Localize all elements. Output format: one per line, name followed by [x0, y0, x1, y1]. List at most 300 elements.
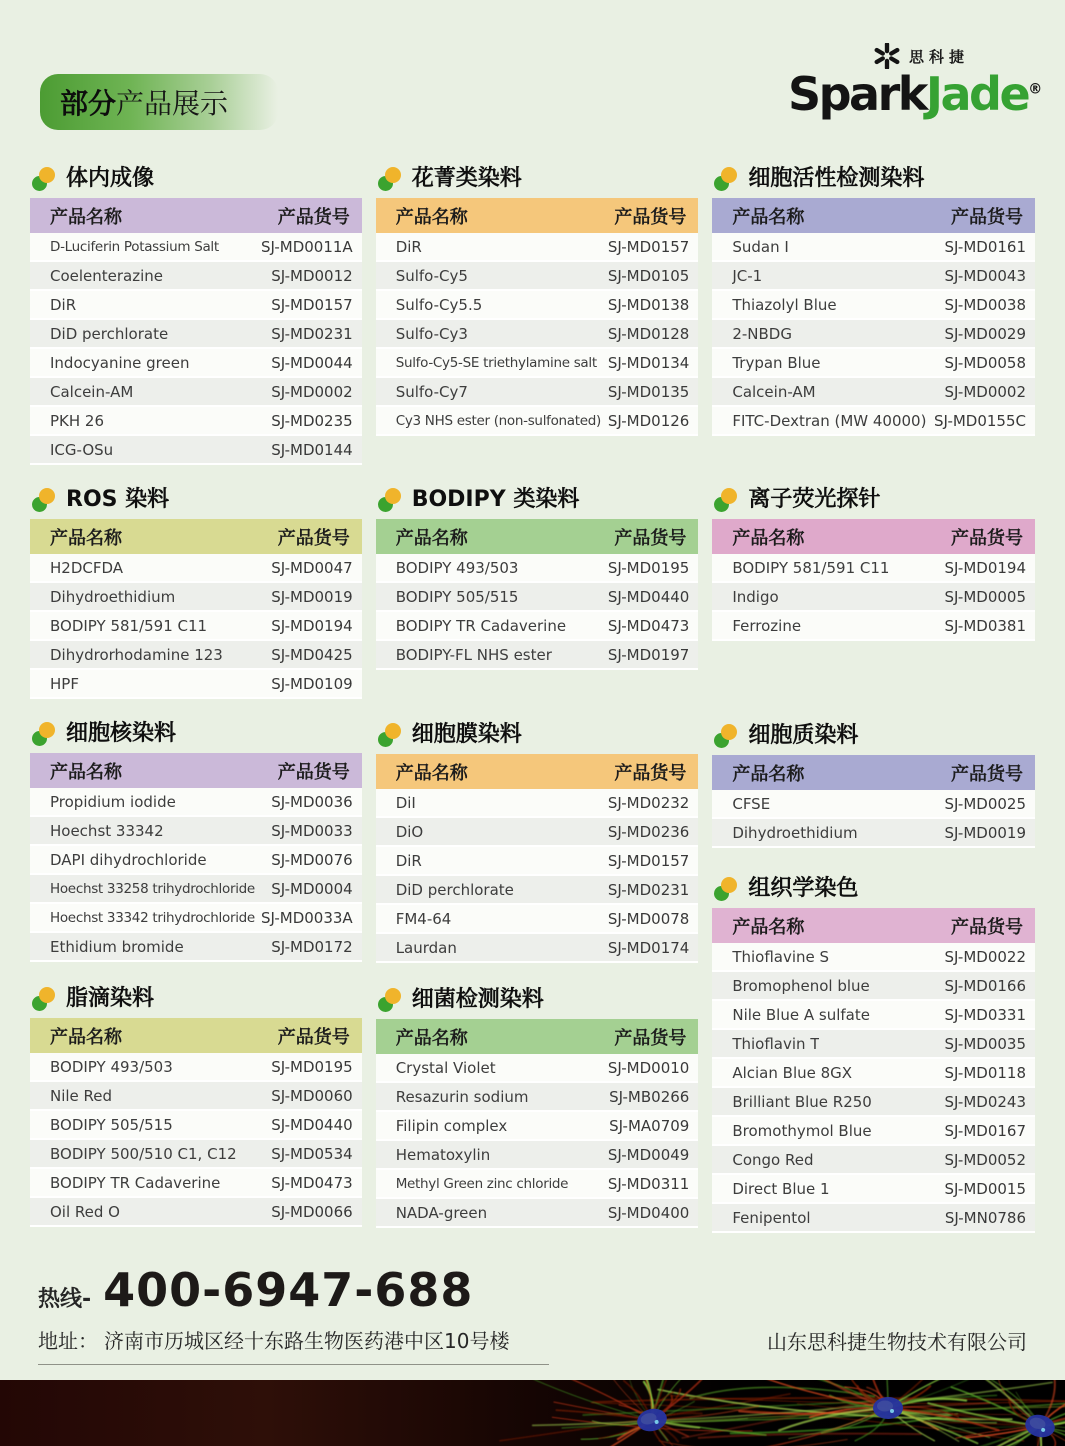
table-row [712, 233, 1035, 262]
section-cytoplasm-dyes [712, 723, 1035, 848]
product-name: DiO [395, 822, 424, 841]
product-name: Resazurin sodium [395, 1087, 529, 1106]
product-code: SJ-MD0036 [271, 792, 353, 811]
product-code: SJ-MD0161 [944, 237, 1026, 256]
page-title-highlight: 部分 [60, 87, 117, 120]
section-histology-stains [712, 876, 1035, 1233]
product-name: Ethidium bromide [50, 937, 184, 956]
table-row [30, 1053, 362, 1082]
product-name: BODIPY 493/503 [395, 558, 519, 577]
product-name: JC-1 [732, 266, 763, 285]
product-name: Dihydroethidium [732, 823, 858, 842]
product-code: SJ-MD0534 [271, 1144, 353, 1163]
table-body [376, 554, 699, 670]
table-header [712, 519, 1035, 554]
column-header-code: 产品货号 [277, 761, 350, 783]
product-code: SJ-MD0004 [271, 879, 353, 898]
product-name: Thiazolyl Blue [732, 295, 837, 314]
table-row [376, 789, 699, 818]
table-row [30, 904, 362, 933]
column-2 [376, 166, 699, 1228]
product-code: SJ-MD0235 [271, 411, 353, 430]
table-row [376, 818, 699, 847]
column-header-name: 产品名称 [732, 527, 805, 549]
product-name: Sudan I [732, 237, 789, 256]
product-code: SJ-MD0236 [607, 822, 690, 841]
product-name: BODIPY 500/510 C1, C12 [50, 1144, 237, 1163]
section-in-vivo-imaging [30, 166, 362, 465]
table-row [30, 1140, 362, 1169]
table-row [376, 554, 699, 583]
table-row [712, 1146, 1035, 1175]
registered-mark: ® [1028, 81, 1043, 98]
two-dot-bullet-icon [714, 877, 738, 901]
table-row [30, 788, 362, 817]
product-name: Calcein-AM [50, 382, 134, 401]
section-title-label: 细胞质染料 [748, 723, 859, 748]
column-header-name: 产品名称 [732, 763, 805, 785]
product-code: SJ-MD0033A [260, 908, 353, 927]
section-cell-viability-dyes [712, 166, 1035, 436]
product-name: Ferrozine [732, 616, 802, 635]
product-code: SJ-MD0194 [944, 558, 1026, 577]
product-code: SJ-MD0025 [944, 794, 1026, 813]
product-name: BODIPY 581/591 C11 [50, 616, 208, 635]
column-3 [712, 166, 1035, 1233]
product-code: SJ-MD0157 [607, 237, 690, 256]
table-row [712, 1088, 1035, 1117]
product-name: Calcein-AM [732, 382, 816, 401]
column-header-code: 产品货号 [614, 206, 687, 228]
product-name: Filipin complex [395, 1116, 508, 1135]
table-row [712, 1059, 1035, 1088]
product-name: Alcian Blue 8GX [732, 1063, 853, 1082]
table-row [376, 1083, 699, 1112]
product-code: SJ-MD0172 [271, 937, 353, 956]
table-row [30, 349, 362, 378]
table-row [712, 291, 1035, 320]
table-row [712, 1117, 1035, 1146]
section-title [714, 166, 1035, 192]
table-header [712, 755, 1035, 790]
product-code: SJ-MD0005 [944, 587, 1026, 606]
table-header [376, 198, 699, 233]
product-code: SJ-MA0709 [609, 1116, 690, 1135]
product-code: SJ-MN0786 [944, 1208, 1026, 1227]
two-dot-bullet-icon [32, 488, 56, 512]
table-row [376, 349, 699, 378]
section-membrane-dyes [376, 722, 699, 963]
two-dot-bullet-icon [32, 987, 56, 1011]
table-row [376, 378, 699, 407]
product-code: SJ-MD0157 [271, 295, 353, 314]
product-code: SJ-MD0022 [944, 947, 1026, 966]
section-title [714, 876, 1035, 902]
product-code: SJ-MD0047 [271, 558, 353, 577]
column-header-name: 产品名称 [50, 527, 122, 549]
table-row [376, 233, 699, 262]
product-name: 2-NBDG [732, 324, 792, 343]
table-row [30, 933, 362, 962]
table-row [376, 1170, 699, 1199]
table-header [712, 908, 1035, 943]
page-title-rest: 产品展示 [116, 87, 229, 120]
table-row [712, 1001, 1035, 1030]
section-title [32, 166, 362, 192]
product-code: SJ-MD0011A [260, 237, 353, 256]
product-name: Cy3 NHS ester (non-sulfonated) [395, 412, 602, 429]
column-header-code: 产品货号 [951, 763, 1023, 785]
brand-word-jade: Jade [925, 67, 1029, 121]
two-dot-bullet-icon [378, 988, 402, 1012]
product-name: Brilliant Blue R250 [732, 1092, 872, 1111]
brand-wordmark [788, 67, 1043, 121]
two-dot-bullet-icon [32, 722, 56, 746]
column-header-name: 产品名称 [50, 761, 122, 783]
product-name: Sulfo-Cy5.5 [395, 295, 483, 314]
table-row [376, 876, 699, 905]
product-name: BODIPY-FL NHS ester [395, 645, 552, 664]
product-code: SJ-MD0066 [271, 1202, 353, 1221]
product-name: Indigo [732, 587, 779, 606]
product-code: SJ-MD0195 [607, 558, 690, 577]
column-header-code: 产品货号 [614, 527, 687, 549]
product-name: Hoechst 33342 trihydrochloride [50, 909, 255, 926]
product-code: SJ-MD0400 [607, 1203, 690, 1222]
column-header-code: 产品货号 [951, 527, 1023, 549]
table-row [376, 905, 699, 934]
table-row [30, 1169, 362, 1198]
product-code: SJ-MD0002 [271, 382, 353, 401]
section-title-label: 组织学染色 [748, 876, 859, 901]
product-code: SJ-MD0195 [271, 1057, 353, 1076]
two-dot-bullet-icon [714, 488, 738, 512]
product-name: NADA-green [395, 1203, 488, 1222]
table-row [376, 407, 699, 436]
table-header [376, 754, 699, 789]
product-code: SJ-MD0232 [607, 793, 690, 812]
product-code: SJ-MD0473 [607, 616, 690, 635]
product-name: Sulfo-Cy5-SE triethylamine salt [395, 354, 597, 371]
product-name: ICG-OSu [50, 440, 114, 459]
section-title [378, 722, 699, 748]
table-header [376, 1019, 699, 1054]
two-dot-bullet-icon [378, 723, 402, 747]
page-footer [38, 1263, 1027, 1365]
product-code: SJ-MD0043 [944, 266, 1026, 285]
table-row [30, 817, 362, 846]
product-code: SJ-MD0167 [944, 1121, 1026, 1140]
column-header-name: 产品名称 [395, 206, 468, 228]
section-bacteria-detection-dyes [376, 987, 699, 1228]
two-dot-bullet-icon [378, 167, 402, 191]
table-body [712, 943, 1035, 1233]
table-body [712, 554, 1035, 641]
section-title [378, 166, 699, 192]
product-code: SJ-MD0076 [271, 850, 353, 869]
product-code: SJ-MD0118 [944, 1063, 1026, 1082]
product-name: Thioflavine S [732, 947, 830, 966]
table-body [376, 1054, 699, 1228]
product-name: FM4-64 [395, 909, 452, 928]
product-name: Dihydrorhodamine 123 [50, 645, 223, 664]
product-name: CFSE [732, 794, 771, 813]
table-row [376, 1141, 699, 1170]
column-header-name: 产品名称 [395, 762, 468, 784]
hotline-label: 热线- [38, 1287, 92, 1312]
product-name: Indocyanine green [50, 353, 190, 372]
table-row [376, 1054, 699, 1083]
table-row [376, 1112, 699, 1141]
two-dot-bullet-icon [714, 167, 738, 191]
product-name: DiR [395, 237, 422, 256]
product-name: BODIPY 505/515 [50, 1115, 173, 1134]
address [38, 1325, 549, 1365]
table-row [712, 790, 1035, 819]
product-code: SJ-MD0473 [271, 1173, 353, 1192]
product-name: PKH 26 [50, 411, 105, 430]
product-code: SJ-MD0166 [944, 976, 1026, 995]
product-name: Oil Red O [50, 1202, 120, 1221]
two-dot-bullet-icon [32, 167, 56, 191]
product-name: Sulfo-Cy5 [395, 266, 468, 285]
column-header-code: 产品货号 [277, 206, 350, 228]
table-row [712, 349, 1035, 378]
table-row [30, 554, 362, 583]
product-code: SJ-MD0243 [944, 1092, 1026, 1111]
address-text: 济南市历城区经十东路生物医药港中区10号楼 [104, 1329, 510, 1353]
product-code: SJ-MD0126 [607, 411, 690, 430]
company-name: 山东思科捷生物技术有限公司 [767, 1330, 1027, 1354]
product-code: SJ-MD0440 [271, 1115, 353, 1134]
table-row [712, 1175, 1035, 1204]
product-code: SJ-MD0128 [607, 324, 690, 343]
column-header-name: 产品名称 [732, 206, 805, 228]
product-name: BODIPY 581/591 C11 [732, 558, 890, 577]
address-row [38, 1325, 1027, 1365]
product-name: D-Luciferin Potassium Salt [50, 238, 219, 255]
table-header [712, 198, 1035, 233]
hotline-number: 400-6947-688 [103, 1263, 474, 1317]
column-1 [30, 166, 362, 1227]
product-name: FITC-Dextran (MW 40000) [732, 411, 927, 430]
product-code: SJ-MD0135 [607, 382, 690, 401]
table-row [30, 641, 362, 670]
table-row [712, 972, 1035, 1001]
product-code: SJ-MD0331 [944, 1005, 1026, 1024]
table-row [712, 378, 1035, 407]
product-code: SJ-MD0194 [271, 616, 353, 635]
product-name: Bromophenol blue [732, 976, 870, 995]
table-row [30, 233, 362, 262]
product-name: Fenipentol [732, 1208, 811, 1227]
table-body [712, 790, 1035, 848]
table-row [30, 1082, 362, 1111]
table-row [376, 262, 699, 291]
product-name: Propidium iodide [50, 792, 176, 811]
column-header-name: 产品名称 [50, 1026, 122, 1048]
product-code: SJ-MD0138 [607, 295, 690, 314]
product-code: SJ-MD0157 [607, 851, 690, 870]
table-header [30, 519, 362, 554]
product-name: BODIPY TR Cadaverine [50, 1173, 221, 1192]
product-code: SJ-MD0155C [934, 411, 1026, 430]
product-name: Thioflavin T [732, 1034, 820, 1053]
table-row [30, 846, 362, 875]
product-code: SJ-MD0231 [271, 324, 353, 343]
product-code: SJ-MD0002 [944, 382, 1026, 401]
product-name: DAPI dihydrochloride [50, 850, 207, 869]
table-row [30, 875, 362, 904]
table-row [30, 291, 362, 320]
table-header [30, 753, 362, 788]
section-title-label: 细菌检测染料 [411, 987, 544, 1012]
product-name: Hoechst 33342 [50, 821, 164, 840]
column-header-name: 产品名称 [395, 1027, 468, 1049]
product-code: SJ-MD0174 [607, 938, 690, 957]
product-name: Sulfo-Cy3 [395, 324, 468, 343]
column-header-code: 产品货号 [614, 1027, 687, 1049]
product-code: SJ-MD0144 [271, 440, 353, 459]
product-name: DiR [50, 295, 77, 314]
table-row [712, 1030, 1035, 1059]
section-ros-dyes [30, 487, 362, 699]
table-row [376, 847, 699, 876]
product-code: SJ-MD0109 [271, 674, 353, 693]
product-name: Nile Blue A sulfate [732, 1005, 870, 1024]
product-name: DiD perchlorate [50, 324, 169, 343]
table-row [30, 378, 362, 407]
table-row [30, 320, 362, 349]
table-row [376, 320, 699, 349]
product-name: Laurdan [395, 938, 457, 957]
section-bodipy-dyes [376, 487, 699, 670]
product-name: Bromothymol Blue [732, 1121, 872, 1140]
table-row [712, 407, 1035, 436]
table-row [712, 943, 1035, 972]
product-name: Direct Blue 1 [732, 1179, 830, 1198]
address-label: 地址： [38, 1329, 98, 1353]
product-code: SJ-MD0425 [271, 645, 353, 664]
table-row [712, 583, 1035, 612]
product-code: SJ-MD0105 [607, 266, 690, 285]
column-header-code: 产品货号 [951, 206, 1023, 228]
section-title-label: 细胞活性检测染料 [748, 166, 925, 191]
column-header-code: 产品货号 [277, 1026, 350, 1048]
product-code: SJ-MD0038 [944, 295, 1026, 314]
product-code: SJ-MD0015 [944, 1179, 1026, 1198]
section-nuclear-dyes [30, 721, 362, 962]
product-code: SJ-MD0078 [607, 909, 690, 928]
table-body [712, 233, 1035, 436]
product-name: BODIPY 505/515 [395, 587, 519, 606]
product-code: SJ-MD0381 [944, 616, 1026, 635]
product-code: SJ-MD0231 [607, 880, 690, 899]
product-name: Congo Red [732, 1150, 814, 1169]
product-name: DiR [395, 851, 422, 870]
product-name: Sulfo-Cy7 [395, 382, 468, 401]
table-row [376, 583, 699, 612]
table-body [376, 789, 699, 963]
product-code: SJ-MD0035 [944, 1034, 1026, 1053]
hotline [38, 1263, 1027, 1317]
product-name: Dihydroethidium [50, 587, 176, 606]
table-body [376, 233, 699, 436]
product-code: SJ-MD0058 [944, 353, 1026, 372]
section-title-label: 细胞核染料 [66, 721, 177, 746]
product-code: SJ-MD0052 [944, 1150, 1026, 1169]
product-name: Methyl Green zinc chloride [395, 1175, 569, 1192]
page-title [40, 74, 278, 130]
product-name: BODIPY TR Cadaverine [395, 616, 567, 635]
section-title [32, 721, 362, 747]
table-row [376, 1199, 699, 1228]
table-row [712, 262, 1035, 291]
table-body [30, 554, 362, 699]
product-name: Trypan Blue [732, 353, 821, 372]
product-code: SJ-MD0044 [271, 353, 353, 372]
fluorescence-microscopy-image [0, 1380, 1065, 1446]
product-code: SJ-MD0019 [944, 823, 1026, 842]
table-row [30, 436, 362, 465]
section-title [714, 723, 1035, 749]
section-title-label: 体内成像 [66, 166, 155, 191]
column-header-code: 产品货号 [277, 527, 350, 549]
column-header-code: 产品货号 [614, 762, 687, 784]
table-row [30, 407, 362, 436]
product-name: Coelenterazine [50, 266, 164, 285]
product-name: BODIPY 493/503 [50, 1057, 173, 1076]
column-header-name: 产品名称 [732, 916, 805, 938]
product-code: SJ-MD0019 [271, 587, 353, 606]
table-row [30, 1198, 362, 1227]
table-row [376, 934, 699, 963]
product-code: SJ-MB0266 [609, 1087, 690, 1106]
table-row [376, 641, 699, 670]
table-header [376, 519, 699, 554]
table-row [712, 320, 1035, 349]
product-name: Hematoxylin [395, 1145, 491, 1164]
page-header [0, 0, 1065, 166]
brand-chinese-name: 思科捷 [909, 47, 970, 66]
product-name: Nile Red [50, 1086, 113, 1105]
product-code: SJ-MD0060 [271, 1086, 353, 1105]
table-row [712, 1204, 1035, 1233]
table-row [376, 612, 699, 641]
product-code: SJ-MD0033 [271, 821, 353, 840]
two-dot-bullet-icon [378, 488, 402, 512]
table-body [30, 1053, 362, 1227]
product-name: DiI [395, 793, 416, 812]
product-name: HPF [50, 674, 79, 693]
section-title-label: 离子荧光探针 [748, 487, 881, 512]
section-title-label: 脂滴染料 [66, 986, 155, 1011]
product-code: SJ-MD0197 [607, 645, 690, 664]
brand-word-spark: Spark [788, 67, 926, 121]
table-row [30, 1111, 362, 1140]
section-title [32, 487, 362, 513]
product-name: DiD perchlorate [395, 880, 514, 899]
product-code: SJ-MD0440 [607, 587, 690, 606]
brand-logo-top [874, 42, 1013, 70]
product-tables [30, 166, 1035, 1233]
product-code: SJ-MD0134 [607, 353, 690, 372]
section-cyanine-dyes [376, 166, 699, 436]
section-title-label: BODIPY 类染料 [411, 487, 580, 512]
product-name: Crystal Violet [395, 1058, 496, 1077]
table-body [30, 233, 362, 465]
product-code: SJ-MD0049 [607, 1145, 690, 1164]
